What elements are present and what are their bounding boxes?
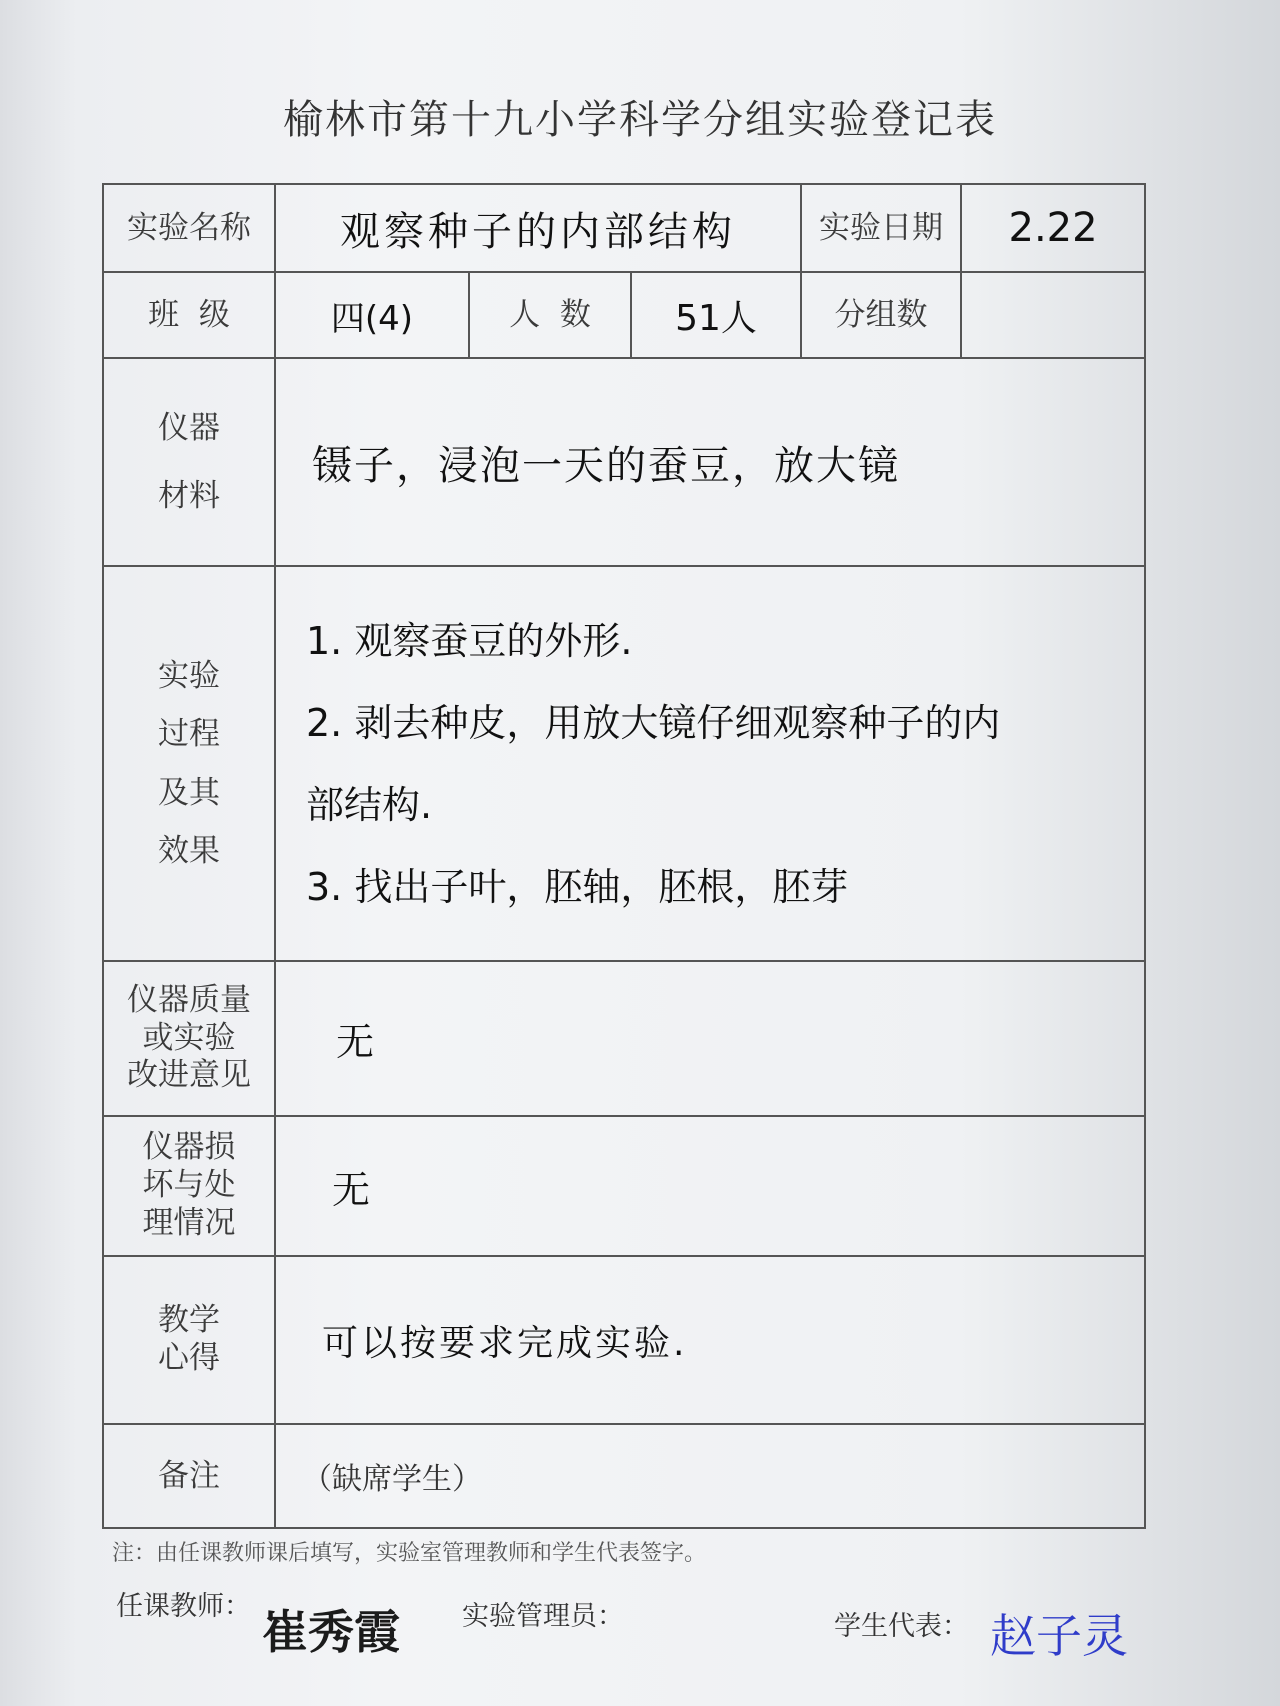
label-equipment (103, 358, 275, 566)
label-teaching-line: 心得 (158, 1340, 220, 1376)
teacher-label: 任课教师： (116, 1591, 251, 1622)
process-step: 2. 剥去种皮，用放大镜仔细观察种子的内 (306, 700, 1001, 745)
form-title: 榆林市第十九小学科学分组实验登记表 (283, 97, 997, 143)
experiment-date-value: 2.22 (961, 184, 1145, 272)
label-remarks: 备注 (103, 1424, 275, 1528)
student-label: 学生代表： (834, 1611, 969, 1642)
process-step: 1. 观察蚕豆的外形. (306, 618, 633, 663)
label-quality-line: 或实验 (142, 1019, 236, 1056)
row-class (103, 272, 1145, 358)
row-quality (103, 961, 1145, 1116)
label-experiment-name: 实验名称 (103, 184, 275, 272)
label-teaching-line: 教学 (158, 1302, 220, 1339)
group-count-value (961, 272, 1145, 358)
label-teaching (103, 1256, 275, 1424)
label-count: 人 数 (469, 272, 631, 358)
teaching-value: 可以按要求完成实验. (275, 1256, 1145, 1424)
label-equipment-line: 材料 (158, 478, 220, 514)
label-quality-line: 仪器质量 (127, 981, 251, 1018)
row-remarks (103, 1424, 1145, 1528)
class-value: 四(4) (275, 272, 469, 358)
label-process-line: 过程 (158, 716, 220, 753)
label-damage-line: 仪器损 (142, 1129, 236, 1166)
label-damage-line: 坏与处 (142, 1167, 236, 1204)
form-note: 注：由任课教师课后填写，实验室管理教师和学生代表签字。 (112, 1541, 707, 1566)
count-value: 51人 (631, 272, 801, 358)
process-step: 3. 找出子叶，胚轴，胚根，胚芽 (306, 864, 849, 909)
row-experiment-name (103, 184, 1145, 272)
row-equipment (103, 358, 1145, 566)
equipment-value: 镊子，浸泡一天的蚕豆，放大镜 (275, 358, 1145, 566)
label-quality-line: 改进意见 (127, 1057, 251, 1094)
label-process-line: 实验 (158, 658, 220, 695)
experiment-name-value: 观察种子的内部结构 (275, 184, 801, 272)
label-quality (103, 961, 275, 1116)
student-signature: 赵子灵 (990, 1609, 1128, 1663)
admin-label: 实验管理员： (462, 1601, 624, 1632)
quality-value: 无 (275, 961, 1145, 1116)
process-value (275, 566, 1145, 961)
teacher-signature: 崔秀霞 (262, 1605, 400, 1659)
row-teaching (103, 1256, 1145, 1424)
row-damage (103, 1116, 1145, 1256)
label-equipment-line: 仪器 (158, 409, 220, 446)
label-group-count: 分组数 (801, 272, 961, 358)
label-process (103, 566, 275, 961)
label-damage (103, 1116, 275, 1256)
label-damage-line: 理情况 (142, 1204, 236, 1241)
label-experiment-date: 实验日期 (801, 184, 961, 272)
label-process-line: 效果 (158, 832, 220, 869)
registration-table (102, 183, 1146, 1529)
label-class: 班 级 (103, 272, 275, 358)
process-step: 部结构. (306, 782, 433, 827)
damage-value: 无 (275, 1116, 1145, 1256)
row-process (103, 566, 1145, 961)
remarks-value: （缺席学生） (275, 1424, 1145, 1528)
label-process-line: 及其 (158, 774, 220, 811)
